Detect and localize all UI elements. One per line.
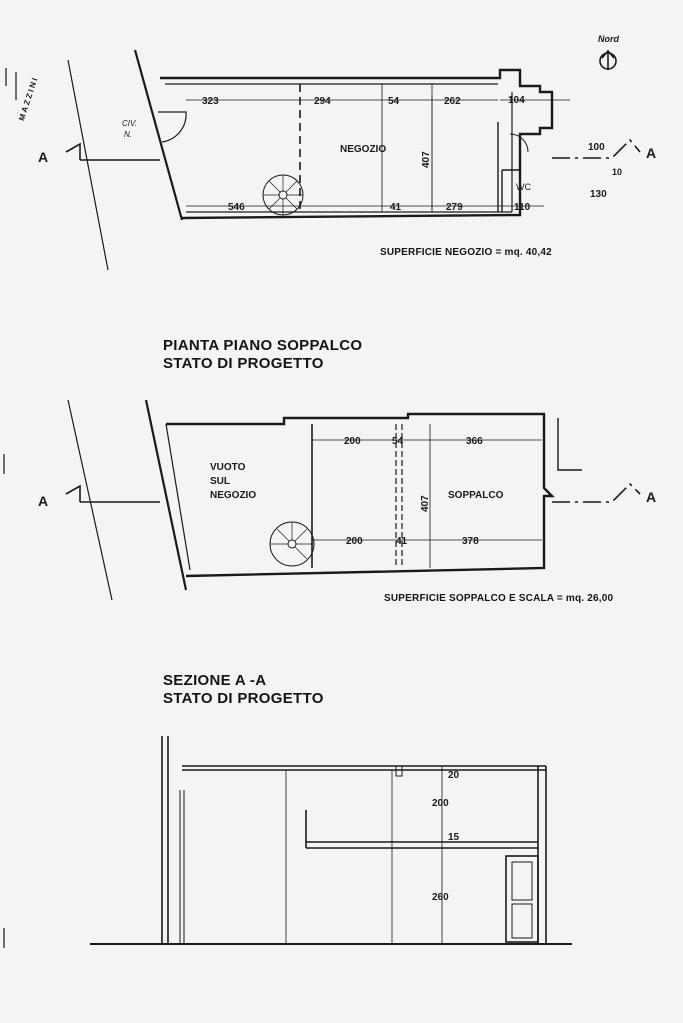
dim-label: 200 [344, 436, 361, 447]
left-wall [162, 736, 168, 944]
dim-label: 41 [390, 202, 402, 213]
dim-label: 323 [202, 96, 219, 107]
area-label-soppalco: SUPERFICIE SOPPALCO E SCALA = mq. 26,00 [384, 593, 614, 604]
dim-label: 130 [590, 189, 607, 200]
dim-label: 262 [444, 96, 461, 107]
room-label-wc: WC [516, 182, 531, 192]
section-marker-left: A [38, 149, 49, 165]
facade-wall [135, 50, 182, 220]
dim-label: 200 [346, 536, 363, 547]
title-line: PIANTA PIANO SOPPALCO [163, 337, 363, 354]
ceiling [182, 766, 546, 770]
area-label-negozio: SUPERFICIE NEGOZIO = mq. 40,42 [380, 247, 552, 258]
street-name-top: MAZZINI [17, 74, 40, 122]
door-icon [506, 856, 538, 942]
dim-label: 366 [466, 436, 483, 447]
section-title [163, 672, 324, 708]
section-line-left [66, 144, 160, 160]
section-marker-right: A [646, 145, 657, 161]
void-label-2: SUL [210, 476, 230, 487]
room-label-negozio: NEGOZIO [340, 144, 387, 155]
neighbour-wall [558, 418, 582, 470]
dim-label: 294 [314, 96, 331, 107]
section-line-left [66, 486, 160, 502]
title-line: STATO DI PROGETTO [163, 355, 324, 372]
dim-label: 100 [588, 142, 605, 153]
facade-wall [180, 790, 184, 944]
dim-label: 260 [432, 892, 449, 903]
void-label-3: NEGOZIO [210, 490, 257, 501]
dim-label: 54 [388, 96, 400, 107]
section-a-a [90, 736, 572, 944]
dim-label: 10 [612, 167, 623, 177]
spiral-stair-icon [270, 522, 314, 566]
north-arrow-icon [600, 51, 616, 70]
beam-notch [396, 766, 402, 776]
section-line-right [552, 484, 640, 502]
dim-label: 41 [396, 536, 408, 547]
entrance-door [158, 112, 186, 142]
street-line [68, 400, 112, 600]
dim-label: 15 [448, 832, 460, 843]
dim-label: 546 [228, 202, 245, 213]
dim-label: 279 [446, 202, 463, 213]
dim-label: 407 [420, 495, 431, 512]
dim-label: 54 [392, 436, 404, 447]
facade-wall [146, 400, 186, 590]
dim-label: 200 [432, 798, 449, 809]
mezzanine-plan [66, 400, 640, 600]
mezzanine-plan-title [163, 337, 362, 373]
right-wall [538, 766, 546, 944]
mezzanine-slab [306, 810, 538, 848]
section-marker-right: A [646, 489, 657, 505]
civic-number-label-1: CIV. [122, 119, 137, 128]
civic-number-label-2: N. [124, 130, 132, 139]
dim-label: 407 [421, 151, 432, 168]
dim-label: 20 [448, 770, 460, 781]
room-label-soppalco: SOPPALCO [448, 490, 504, 501]
section-marker-left: A [38, 493, 49, 509]
title-line: SEZIONE A -A [163, 672, 267, 689]
street-line [68, 60, 108, 270]
spiral-stair-icon [263, 175, 303, 215]
dim-label: 110 [514, 202, 531, 213]
scan-marks [4, 68, 16, 948]
ground-floor-plan [66, 50, 640, 270]
dim-label: 104 [508, 95, 525, 106]
void-label-1: VUOTO [210, 462, 246, 473]
dim-label: 378 [462, 536, 479, 547]
north-label: Nord [598, 34, 619, 44]
title-line: STATO DI PROGETTO [163, 690, 324, 707]
